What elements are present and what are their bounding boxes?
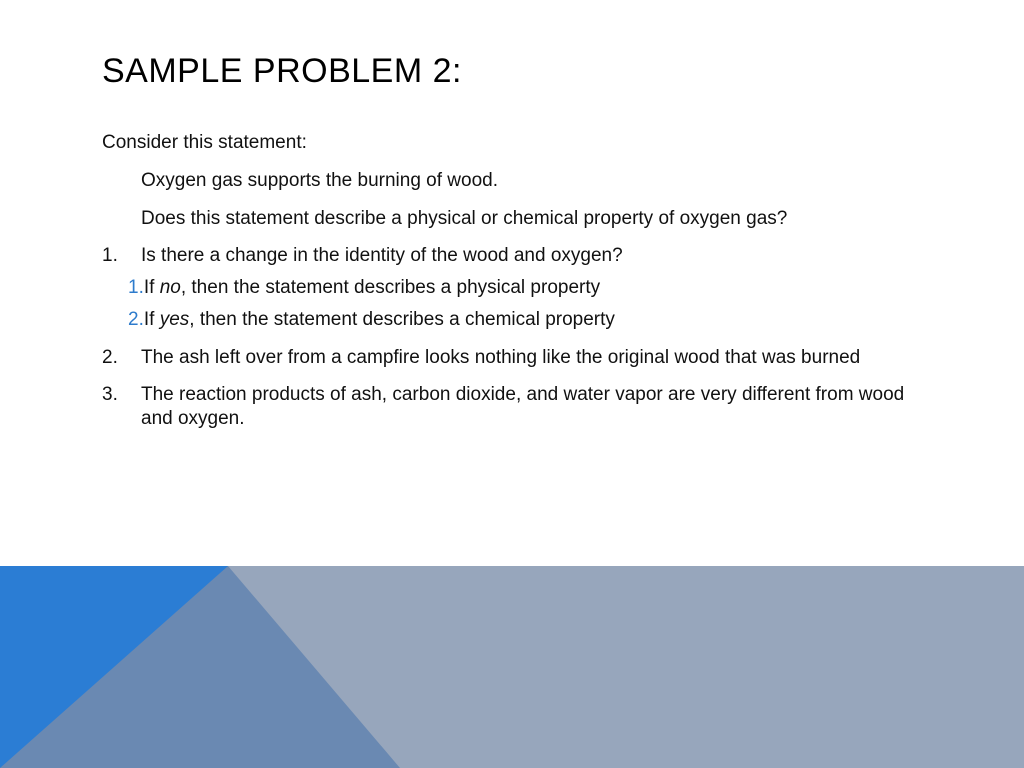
sub-suffix: , then the statement describes a physical property xyxy=(180,277,601,298)
slide-body xyxy=(102,131,922,445)
sub-suffix: , then the statement describes a chemical property xyxy=(189,308,615,330)
sub-emphasis: no xyxy=(159,277,181,298)
statement-text: Oxygen gas supports the burning of wood. xyxy=(141,169,499,191)
list-number: 3. xyxy=(102,384,118,406)
sub-prefix: If xyxy=(143,308,160,330)
list-number: 1. xyxy=(102,245,118,267)
list-item-text: Is there a change in the identity of the wood and oxygen? xyxy=(141,245,623,267)
list-item-text: The ash left over from a campfire looks nothing like the original wood that was burned xyxy=(141,346,861,368)
list-number: 2. xyxy=(102,346,118,368)
sub-list xyxy=(102,276,922,332)
list-item-text: The reaction products of ash, carbon dioxide, and water vapor are very different from wood and oxygen. xyxy=(141,384,905,429)
sub-number: 2. xyxy=(128,308,144,330)
decorative-band xyxy=(0,566,1024,768)
sub-number: 1. xyxy=(128,277,144,298)
sub-emphasis: yes xyxy=(159,308,190,330)
sub-item-1 xyxy=(128,276,922,300)
lead-text: Consider this statement: xyxy=(102,132,307,153)
list-item-2 xyxy=(102,346,922,370)
slide-title: SAMPLE PROBLEM 2: xyxy=(102,52,462,90)
sub-prefix: If xyxy=(143,277,160,298)
list-item-3 xyxy=(102,383,922,431)
question-text: Does this statement describe a physical or chemical property of oxygen gas? xyxy=(141,207,788,229)
list-item-1 xyxy=(102,244,922,268)
sub-item-2 xyxy=(128,308,922,332)
